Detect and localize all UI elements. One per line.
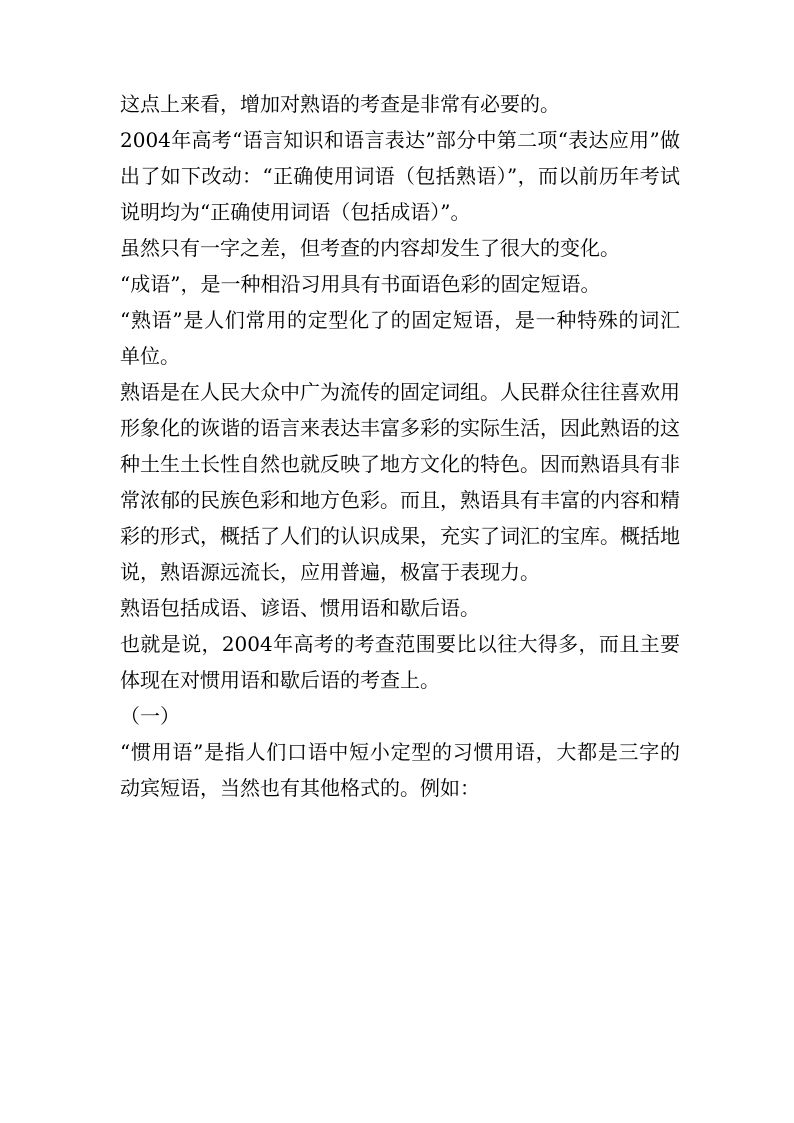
paragraph-2: 2004年高考“语言知识和语言表达”部分中第二项“表达应用”做出了如下改动：“正确使用词语（包括熟语）”，而以前历年考试说明均为“正确使用词语（包括成语）”。 xyxy=(120,128,680,224)
paragraph-5: “熟语”是人们常用的定型化了的固定短语，是一种特殊的词汇单位。 xyxy=(120,308,680,368)
paragraph-8: 也就是说，2004年高考的考查范围要比以往大得多，而且主要体现在对惯用语和歇后语的考查上。 xyxy=(120,632,680,692)
paragraph-7: 熟语包括成语、谚语、惯用语和歇后语。 xyxy=(120,596,480,620)
paragraph-9: （一） xyxy=(120,704,180,728)
paragraph-10: “惯用语”是指人们口语中短小定型的习惯用语，大都是三字的动宾短语，当然也有其他格式的。例如： xyxy=(120,740,680,800)
paragraph-6: 熟语是在人民大众中广为流传的固定词组。人民群众往往喜欢用形象化的诙谐的语言来表达丰富多彩的实际生活，因此熟语的这种土生土长性自然也就反映了地方文化的特色。因而熟语具有非常浓郁的民族色彩和地方色彩。而且，熟语具有丰富的内容和精彩的形式，概括了人们的认识成果，充实了词汇的宝库。概括地说，熟语源远流长，应用普遍，极富于表现力。 xyxy=(120,380,680,584)
document-body xyxy=(120,86,680,806)
paragraph-3: 虽然只有一字之差，但考查的内容却发生了很大的变化。 xyxy=(120,236,620,260)
paragraph-4: “成语”，是一种相沿习用具有书面语色彩的固定短语。 xyxy=(120,272,601,296)
paragraph-1: 这点上来看，增加对熟语的考查是非常有必要的。 xyxy=(120,92,560,116)
